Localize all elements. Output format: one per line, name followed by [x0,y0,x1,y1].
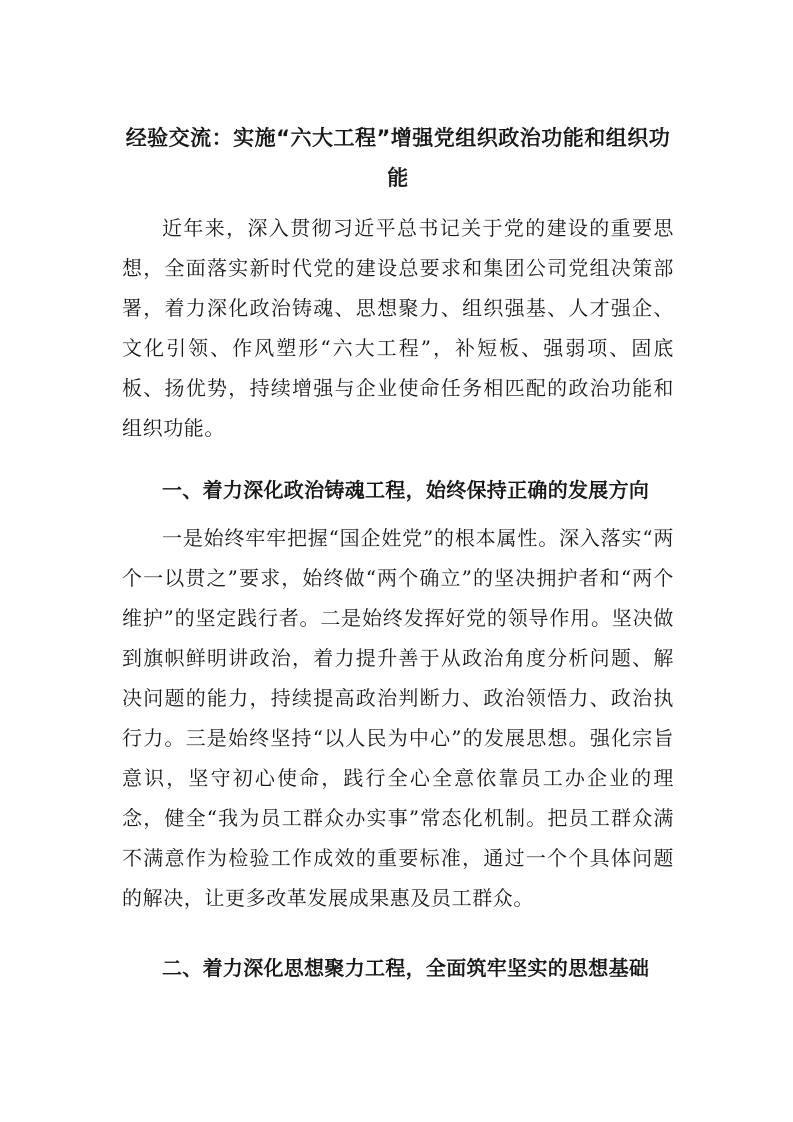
document-title: 经验交流：实施“六大工程”增强党组织政治功能和组织功能 [125,126,671,190]
intro-paragraph: 近年来，深入贯彻习近平总书记关于党的建设的重要思想，全面落实新时代党的建设总要求和集团公司党组决策部署，着力深化政治铸魂、思想聚力、组织强基、人才强企、文化引领、作风塑形“六大工程”，补短板、强弱项、固底板、扬优势，持续增强与企业使命任务相匹配的政治功能和组织功能。 [122,216,674,440]
section-heading-2: 二、着力深化思想聚力工程，全面筑牢坚实的思想基础 [162,956,650,980]
section-heading-1: 一、着力深化政治铸魂工程，始终保持正确的发展方向 [162,478,650,502]
section-1-paragraph: 一是始终牢牢把握“国企姓党”的根本属性。深入落实“两个一以贯之”要求，始终做“两个确立”的坚决拥护者和“两个维护”的坚定践行者。二是始终发挥好党的领导作用。坚决做到旗帜鲜明讲政治，着力提升善于从政治角度分析问题、解决问题的能力，持续提高政治判断力、政治领悟力、政治执行力。三是始终坚持“以人民为中心”的发展思想。强化宗旨意识，坚守初心使命，践行全心全意依靠员工办企业的理念，健全“我为员工群众办实事”常态化机制。把员工群众满不满意作为检验工作成效的重要标准，通过一个个具体问题的解决，让更多改革发展成果惠及员工群众。 [122,526,674,910]
